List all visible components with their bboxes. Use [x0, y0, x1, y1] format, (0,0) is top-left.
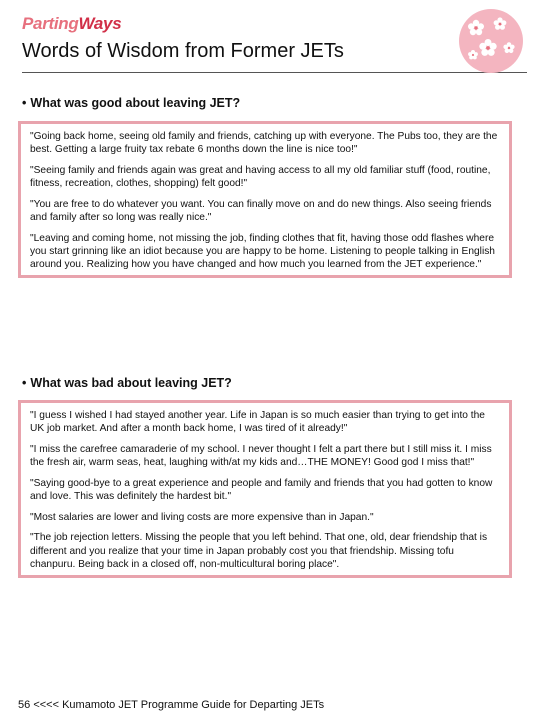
brand-word-parting: Parting	[22, 14, 79, 33]
page-title: Words of Wisdom from Former JETs	[22, 40, 344, 62]
brand-logo	[22, 14, 121, 34]
cherry-blossom-emblem-icon	[458, 8, 524, 74]
section-heading-text: What was bad about leaving JET?	[30, 376, 232, 390]
header-divider	[22, 72, 527, 73]
section-heading-text: What was good about leaving JET?	[30, 96, 241, 110]
quote-item: "The job rejection letters. Missing the people that you left behind. That one, old, dear friendship that is different and you realize that your time in Japan probably cost you that friendship. Missing tofu chanpuru. Being back in a closed off, non-multicultural boring place".	[30, 532, 488, 570]
quote-item: "Most salaries are lower and living costs are more expensive than in Japan."	[30, 511, 374, 523]
quote-item: "I miss the carefree camaraderie of my school. I never thought I felt a part there but I still miss it. I miss the fresh air, warm seas, heat, laughing with/at my kids and…THE MONEY! Good god I miss that!"	[30, 443, 492, 469]
quote-item: "Saying good-bye to a great experience and people and family and friends that you had gotten to know and love. This was definitely the hardest bit."	[30, 477, 493, 503]
quotes-box-good	[18, 121, 512, 278]
quote-item: "Seeing family and friends again was great and having access to all my old familiar stuff (food, routine, fitness, recreation, clothes, shopping) felt good!"	[30, 164, 491, 190]
footer-text: Kumamoto JET Programme Guide for Departing JETs	[62, 699, 325, 711]
footer-arrows: <<<<	[33, 699, 60, 711]
page-header	[22, 12, 527, 76]
page-number: 56	[18, 699, 31, 711]
page-footer	[18, 699, 324, 711]
brand-word-ways: Ways	[78, 14, 122, 33]
bullet-icon: •	[22, 96, 27, 110]
quote-item: "Leaving and coming home, not missing the job, finding clothes that fit, having those odd flashes where you start grinning like an idiot because you are happy to be home. Listening to people talking in English around you. Realizing how you have changed and how much you learned from the JET experience."	[30, 232, 495, 271]
section-heading-good	[22, 96, 240, 110]
quotes-box-bad	[18, 400, 512, 578]
quote-item: "You are free to do whatever you want. You can finally move on and do new things. Also seeing friends and family after so long was really nice."	[30, 198, 492, 224]
quote-item: "Going back home, seeing old family and friends, catching up with everyone. The Pubs too, they are the best. Getting a large fruity tax rebate 6 months down the line is nice too!"	[30, 131, 498, 156]
bullet-icon: •	[22, 376, 27, 390]
quote-item: "I guess I wished I had stayed another year. Life in Japan is so much easier than trying to get into the UK job market. And after a month back home, I was tired of it already!"	[30, 410, 485, 435]
section-heading-bad	[22, 376, 232, 390]
